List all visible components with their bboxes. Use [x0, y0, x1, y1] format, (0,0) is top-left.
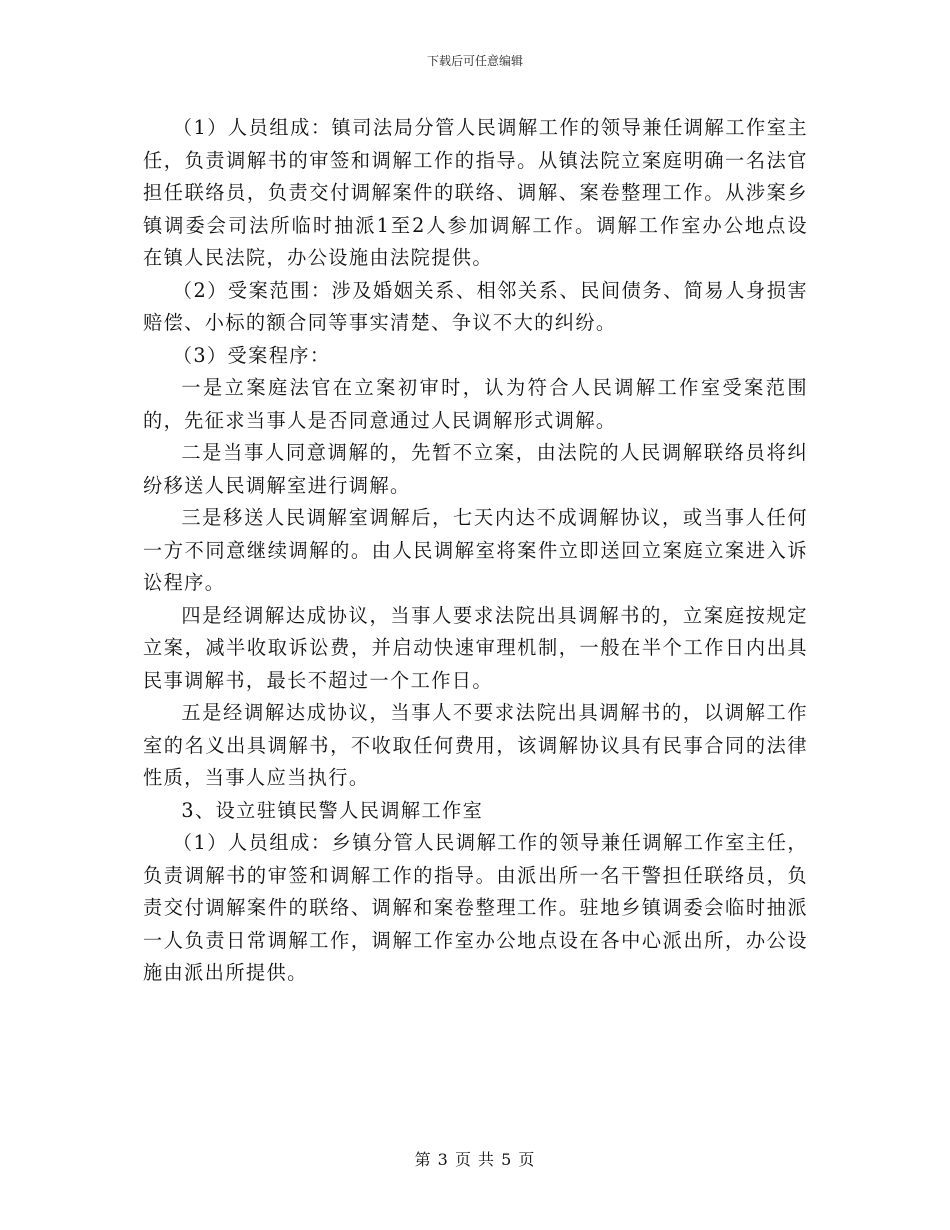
paragraph-procedure-step-5: 五是经调解达成协议，当事人不要求法院出具调解书的，以调解工作室的名义出具调解书，不收取任何费用，该调解协议具有民事合同的法律性质，当事人应当执行。 [143, 701, 808, 789]
paragraph-procedure-step-1: 一是立案庭法官在立案初审时，认为符合人民调解工作室受案范围的，先征求当事人是否同意通过人民调解形式调解。 [143, 376, 808, 432]
paragraph-personnel-court: （1）人员组成：镇司法局分管人民调解工作的领导兼任调解工作室主任，负责调解书的审签和调解工作的指导。从镇法院立案庭明确一名法官担任联络员，负责交付调解案件的联络、调解、案卷整理工作。从涉案乡镇调委会司法所临时抽派1至2人参加调解工作。调解工作室办公地点设在镇人民法院，办公设施由法院提供。 [143, 116, 808, 269]
page-number: 第 3 页 共 5 页 [414, 1150, 536, 1169]
section-heading-police-mediation: 3、设立驻镇民警人民调解工作室 [181, 798, 484, 822]
paragraph-case-scope: （2）受案范围：涉及婚姻关系、相邻关系、民间债务、简易人身损害赔偿、小标的额合同等事实清楚、争议不大的纠纷。 [143, 278, 808, 334]
paragraph-procedure-step-2: 二是当事人同意调解的，先暂不立案，由法院的人民调解联络员将纠纷移送人民调解室进行调解。 [143, 441, 808, 497]
document-body [143, 112, 808, 990]
paragraph-procedure-step-3: 三是移送人民调解室调解后，七天内达不成调解协议，或当事人任何一方不同意继续调解的。由人民调解室将案件立即送回立案庭立案进入诉讼程序。 [143, 506, 808, 594]
paragraph-procedure-step-4: 四是经调解达成协议，当事人要求法院出具调解书的，立案庭按规定立案，减半收取诉讼费，并启动快速审理机制，一般在半个工作日内出具民事调解书，最长不超过一个工作日。 [143, 603, 808, 692]
paragraph-personnel-police: （1）人员组成：乡镇分管人民调解工作的领导兼任调解工作室主任，负责调解书的审签和调解工作的指导。由派出所一名干警担任联络员，负责交付调解案件的联络、调解和案卷整理工作。驻地乡镇调委会临时抽派一人负责日常调解工作，调解工作室办公地点设在各中心派出所，办公设施由派出所提供。 [143, 831, 808, 984]
paragraph-case-procedure-heading: （3）受案程序： [172, 343, 331, 367]
page-header: 下载后可任意编辑 [426, 54, 523, 68]
